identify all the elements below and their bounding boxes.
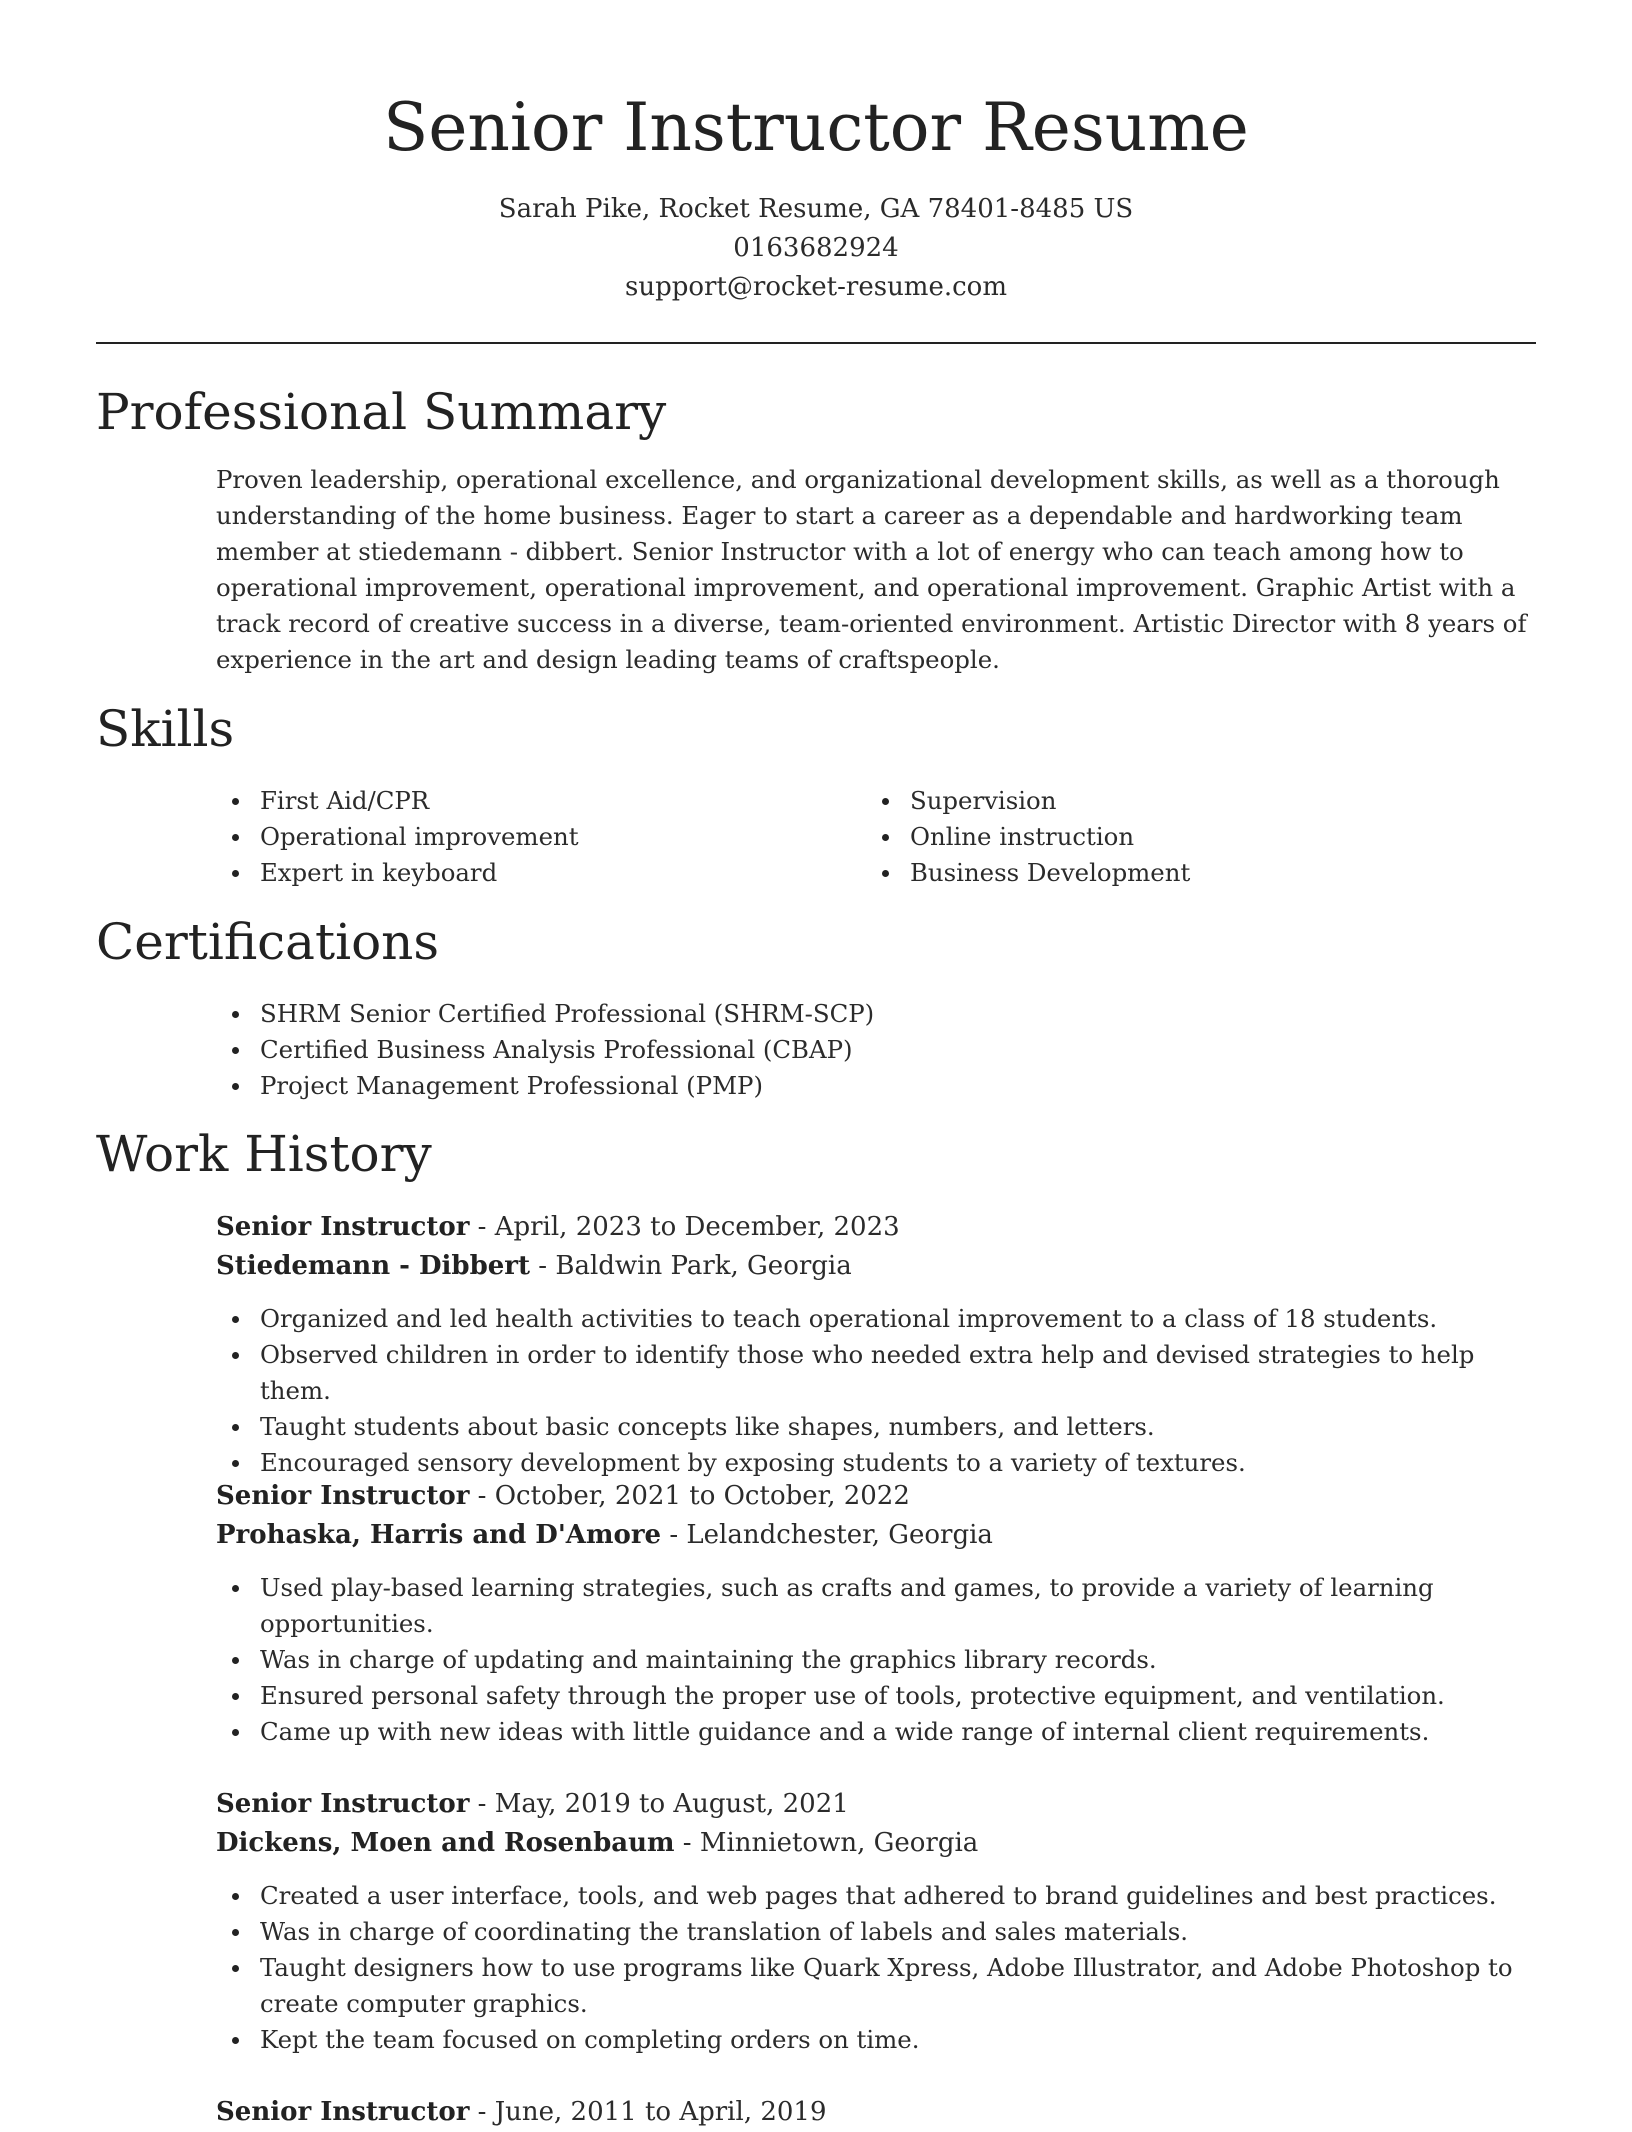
job-title-line xyxy=(216,1208,1536,1247)
job-entry xyxy=(216,1785,1536,2058)
job-company: Dickens, Moen and Rosenbaum xyxy=(216,1828,675,1858)
job-title: Senior Instructor xyxy=(216,1481,470,1511)
job-title: Senior Instructor xyxy=(216,1212,470,1242)
skills-heading: Skills xyxy=(96,700,235,758)
job-company: Prohaska, Harris and D'Amore xyxy=(216,1520,662,1550)
skill-item: Online instruction xyxy=(866,819,1506,855)
job-bullet: Organized and led health activities to teach operational improvement to a class of 18 students. xyxy=(216,1301,1536,1337)
job-bullet: Kept the team focused on completing orders on time. xyxy=(216,2022,1536,2058)
certifications-heading: Certifications xyxy=(96,913,440,971)
job-entry xyxy=(216,1208,1536,1481)
summary-heading: Professional Summary xyxy=(96,383,667,441)
skill-item: Expert in keyboard xyxy=(216,855,856,891)
skills-list-left xyxy=(216,783,856,891)
job-bullets xyxy=(216,1570,1536,1750)
job-dates: - June, 2011 to April, 2019 xyxy=(469,2097,827,2127)
job-title-line xyxy=(216,1477,1536,1516)
job-bullets xyxy=(216,1878,1536,2058)
job-location: - Baldwin Park, Georgia xyxy=(530,1251,852,1281)
work-history-heading: Work History xyxy=(96,1125,432,1183)
job-bullet: Taught designers how to use programs like Quark Xpress, Adobe Illustrator, and Adobe Photoshop to create computer graphics. xyxy=(216,1950,1536,2022)
certification-item: Project Management Professional (PMP) xyxy=(216,1068,1536,1104)
certifications-list xyxy=(216,996,1536,1104)
skill-item: Business Development xyxy=(866,855,1506,891)
job-dates: - April, 2023 to December, 2023 xyxy=(469,1212,900,1242)
skill-item: First Aid/CPR xyxy=(216,783,856,819)
job-title-line xyxy=(216,1785,1536,1824)
job-title: Senior Instructor xyxy=(216,1789,470,1819)
job-bullet: Ensured personal safety through the proper use of tools, protective equipment, and ventilation. xyxy=(216,1678,1536,1714)
job-company-line xyxy=(216,1824,1536,1863)
job-bullet: Encouraged sensory development by exposing students to a variety of textures. xyxy=(216,1445,1536,1481)
job-entry xyxy=(216,2093,1536,2132)
job-entry xyxy=(216,1477,1536,1750)
contact-email: support@rocket-resume.com xyxy=(624,272,1007,302)
job-location: - Minnietown, Georgia xyxy=(674,1828,979,1858)
job-title-line xyxy=(216,2093,1536,2132)
job-title: Senior Instructor xyxy=(216,2097,470,2127)
certification-item: SHRM Senior Certified Professional (SHRM-SCP) xyxy=(216,996,1536,1032)
contact-block xyxy=(96,190,1536,307)
job-bullet: Was in charge of updating and maintaining the graphics library records. xyxy=(216,1642,1536,1678)
summary-text: Proven leadership, operational excellence, and organizational development skills, as well as a thorough understanding of the home business. Eager to start a career as a dependable and hardworking team member at stiedemann - dibbert. Senior Instructor with a lot of energy who can teach among how to operational improvement, operational improvement, and operational improvement. Graphic Artist with a track record of creative success in a diverse, team-oriented environment. Artistic Director with 8 years of experience in the art and design leading teams of craftspeople. xyxy=(216,465,1527,674)
job-bullet: Came up with new ideas with little guidance and a wide range of internal client requirements. xyxy=(216,1714,1536,1750)
job-bullet: Observed children in order to identify those who needed extra help and devised strategies to help them. xyxy=(216,1337,1536,1409)
contact-address: Sarah Pike, Rocket Resume, GA 78401-8485 US xyxy=(498,194,1134,224)
job-company-line xyxy=(216,1516,1536,1555)
job-location: - Lelandchester, Georgia xyxy=(661,1520,993,1550)
job-company: Stiedemann - Dibbert xyxy=(216,1251,531,1281)
contact-phone: 0163682924 xyxy=(733,233,899,263)
job-dates: - October, 2021 to October, 2022 xyxy=(469,1481,910,1511)
job-bullet: Was in charge of coordinating the translation of labels and sales materials. xyxy=(216,1914,1536,1950)
skill-item: Operational improvement xyxy=(216,819,856,855)
resume-title: Senior Instructor Resume xyxy=(383,89,1249,166)
job-bullet: Created a user interface, tools, and web pages that adhered to brand guidelines and best practices. xyxy=(216,1878,1536,1914)
job-bullets xyxy=(216,1301,1536,1481)
job-company-line xyxy=(216,1247,1536,1286)
certification-item: Certified Business Analysis Professional (CBAP) xyxy=(216,1032,1536,1068)
header-divider xyxy=(96,342,1536,344)
job-dates: - May, 2019 to August, 2021 xyxy=(469,1789,849,1819)
skill-item: Supervision xyxy=(866,783,1506,819)
job-bullet: Taught students about basic concepts like shapes, numbers, and letters. xyxy=(216,1409,1536,1445)
job-bullet: Used play-based learning strategies, such as crafts and games, to provide a variety of learning opportunities. xyxy=(216,1570,1536,1642)
skills-list-right xyxy=(866,783,1506,891)
